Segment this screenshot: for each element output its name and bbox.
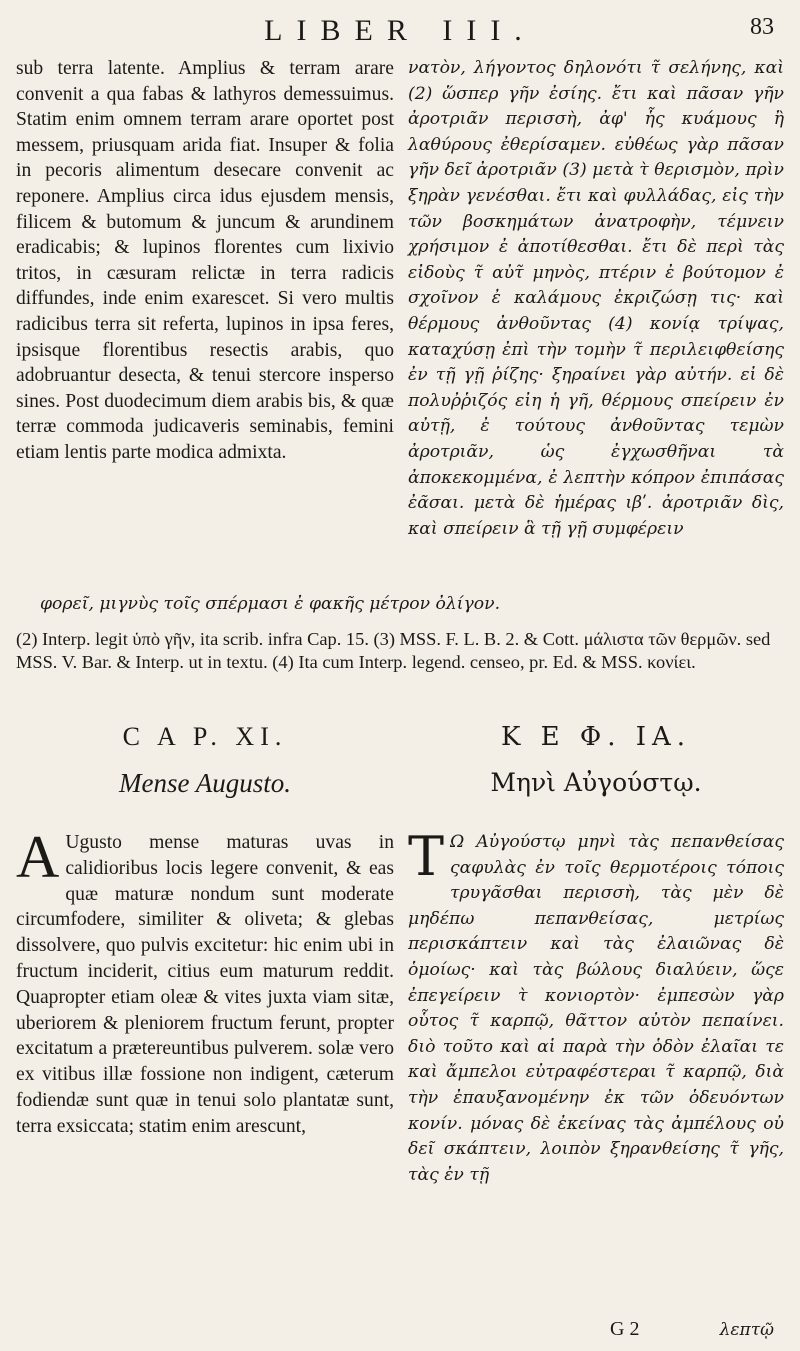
catchword: λεπτῷ xyxy=(719,1320,774,1340)
latin-chapter-title: Mense Augusto. xyxy=(119,768,291,798)
running-title: LIBER III. xyxy=(264,14,536,47)
greek-chapter-title: Μηνὶ Αὐγούστῳ. xyxy=(490,768,702,797)
latin-text-bottom xyxy=(16,824,394,1140)
signature-mark: G 2 xyxy=(610,1318,640,1340)
footnotes xyxy=(16,628,784,674)
latin-dropcap: A xyxy=(16,824,60,890)
latin-body: Ugusto mense maturas uvas in calidioribus locis legere convenit, & eas quæ maturæ nondum sunt moderate circumfodere, similiter & oliveta; & glebas dissolvere, quo pulvis excitetur: hic enim ubi in fructum inciderit, citius eum maturum reddit. Quapropter etiam oleæ & vites juxta viam sitæ, uberiorem & pleniorem fructum ferunt, propter excitatum a prætereuntibus pulverem. solæ vero ex vitibus illæ fossione non indigent, cæterum fodiendæ sunt quæ in tenui solo plantatæ sunt, terra exsiccata; statim enim arescunt, xyxy=(16,832,394,1137)
greek-text-tail: φορεῖ, μιγνὺς τοῖς σπέρμασι ἐ φακῆς μέτρον ὀλίγον. xyxy=(40,594,501,614)
greek-chapter-heading: K E Φ. IA. xyxy=(500,722,692,752)
greek-body: Ω Αὐγούστῳ μηνὶ τὰς πεπανθείσας ςαφυλὰς ἐν τοῖς θερμοτέροις τόποις τρυγᾶσθαι περισσὴ, τὰς μὲν δὲ μηδέπω πεπανθείσας, μετρίως περισκάπτειν καὶ τὰς ἐλαιῶνας δὲ ὁμοίως· καὶ τὰς βώλους διαλύειν, ὥςε ἐπεγείρειν τ̀ κονιορτὸν· ἐμπεσὼν γὰρ οὗτος τ̃ καρπῷ, θᾶττον αὐτὸν πεπαίνει. διὸ τοῦτο καὶ αἱ παρὰ τὴν ὁδὸν ἐλαῖαι τε καὶ ἄμπελοι εὐτραφέστεραι τ̃ καρπῷ, διὰ τὴν ἐπαυξανομένην ἐκ τῶν ὁδευόντων κονίν. μόνας δὲ ἐκείνας τὰς ἀμπέλους οὐ δεῖ σκάπτειν, λοιπὸν ξηρανθείσης τ̃ γῆς, τὰς ἐν τῇ xyxy=(408,832,784,1185)
latin-chapter-heading: C A P. XI. xyxy=(122,722,288,751)
latin-text-top: sub terra latente. Amplius & terram arare convenit a qua fabas & lathyros demessuimus. Statim enim omnem terram arare oportet post messem, priusquam arida fiat. Insuper & folia in pecoris alimentum desecare convenit ac reponere. Amplius circa idus ejusdem mensis, filicem & butomum & juncum & arundinem eradicabis; & lupinos florentes cum lixivio tritos, in cæsuram relictæ in terra radicis diffundes, inde enim exarescet. Si vero multis radicibus terra sit referta, lupinos in ipsa feres, ipsisque florentibus resectis arabis, quo adobruantur desecta, & tenui stercore insperso sines. Post duodecimum diem arabis bis, & quæ terræ commoda judicaveris seminabis, femini etiam lentis parte modica admixta. xyxy=(16,58,394,463)
page-number: 83 xyxy=(750,14,774,40)
greek-text-top: νατὸν, λήγοντος δηλονότι τ̃ σελήνης, καὶ (2) ὥσπερ γῆν ἐσίης. ἔτι καὶ πᾶσαν γῆν ἀροτριᾶν περισσὴ, ἀφ' ἧς κυάμους ἢ λαθύρους ἐθερίσαμεν. εὐθέως γὰρ πᾶσαν γῆν δεῖ ἀροτριᾶν (3) μετὰ τ̀ θερισμὸν, πρὶν ξηρὰν γενέσθαι. ἔτι καὶ φυλλάδας, εἰς τὴν τῶν βοσκημάτων ἀνατροφὴν, τέμνειν χρήσιμον ἐ ἀποτίθεσθαι. ἔτι δὲ περὶ τὰς εἰδοὺς τ̃ αὐτ̃ μηνὸς, πτέριν ἐ βούτομον ἐ σχοῖνον ἐ καλάμους ἐκριζώσῃ τις· καὶ θέρμους ἀνθοῦντας (4) κονίᾳ τρίψας, καταχύσῃ ἐπὶ τὴν τομὴν τ̃ περιλειφθείσης ἐν τῇ γῇ ῥίζης· ξηραίνει γὰρ αὐτήν. εἰ δὲ πολυῤῥιζός εἰη ἡ γῆ, θέρμους σπείρειν ἐν αὐτῇ, ἐ τούτους ἀνθοῦντας τεμὼν ἀροτριᾶν, ὡς ἐγχωσθῆναι τὰ ἀποκεκομμένα, ἐ λεπτὴν κόπρον ἐπιπάσας ἐᾶσαι. μετὰ δὲ ἡμέρας ιβʹ. ἀροτριᾶν δὶς, καὶ σπείρειν ἃ τῇ γῇ συμφέρειν xyxy=(408,58,784,539)
greek-dropcap: Τ xyxy=(408,825,445,888)
greek-text-bottom xyxy=(408,825,784,1188)
footnote: (2) Interp. legit ὑπὸ γῆν, ita scrib. infra Cap. 15. (3) MSS. F. L. B. 2. & Cott. μάλιστα τῶν θερμῶν. sed MSS. V. Bar. & Interp. ut in textu. (4) Ita cum Interp. legend. censeo, pr. Ed. & MSS. κονίει. xyxy=(16,629,771,672)
